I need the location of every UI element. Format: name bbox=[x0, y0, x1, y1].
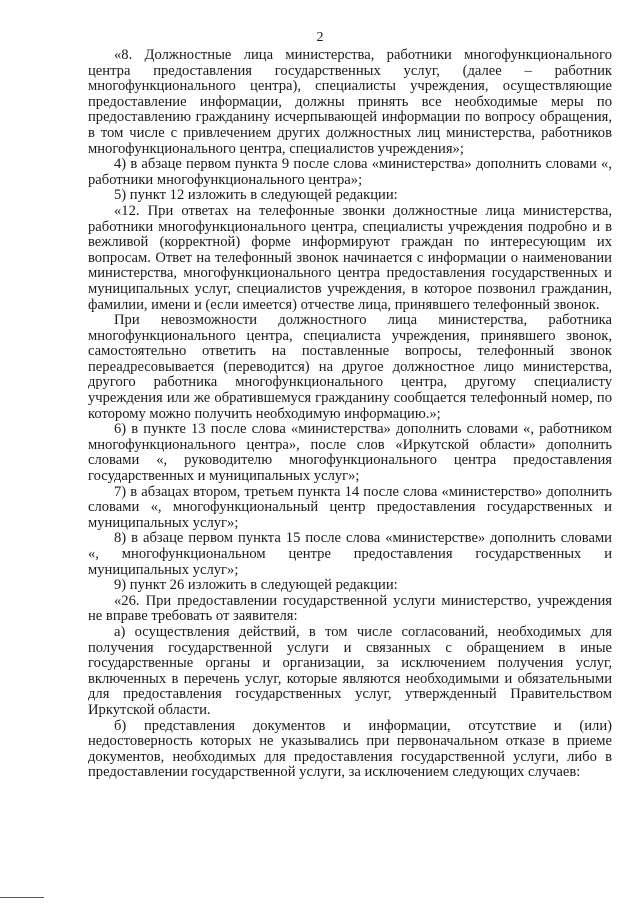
paragraph-amendment-6: 6) в пункте 13 после слова «министерства» дополнить словами «, работником многофункционального центра», после слов «Иркутской области» дополнить словами «, руководителю многофункционального центра предоставления государственных и муниципальных услуг»; bbox=[88, 421, 612, 485]
paragraph-subitem-b: б) представления документов и информации, отсутствие и (или) недостоверность которых не указывались при первоначальном отказе в приеме документов, необходимых для предоставления государственной услуги, либо в предоставлении государственной услуги, за исключением следующих случаев: bbox=[88, 717, 612, 781]
paragraph-item-12-quote: «12. При ответах на телефонные звонки должностные лица министерства, работники многофункционального центра, специалисты учреждения подробно и в вежливой (корректной) форме информируют граждан по интересующим их вопросам. Ответ на телефонный звонок начинается с информации о наименовании министерства, многофункционального центра предоставления государственных и муниципальных услуг, специалистов учреждения, в которое позвонил гражданин, фамилии, имени и (если имеется) отчестве лица, принявшего телефонный звонок. bbox=[88, 202, 612, 313]
paragraph-amendment-4: 4) в абзаце первом пункта 9 после слова «министерства» дополнить словами «, работники многофункционального центра»; bbox=[88, 156, 612, 188]
paragraph-amendment-5: 5) пункт 12 изложить в следующей редакции: bbox=[114, 187, 398, 204]
paragraph-subitem-a: а) осуществления действий, в том числе согласований, необходимых для получения государственной услуги и связанных с обращением в иные государственные органы и организации, за исключением получения услуг, включенных в перечень услуг, которые являются необходимыми и обязательными для предоставления государственных услуг, утвержденный Правительством Иркутской области. bbox=[88, 623, 612, 718]
footer-divider bbox=[0, 897, 44, 898]
paragraph-amendment-9: 9) пункт 26 изложить в следующей редакции: bbox=[114, 577, 398, 594]
paragraph-amendment-7: 7) в абзацах втором, третьем пункта 14 после слова «министерство» дополнить словами «, многофункциональный центр предоставления государственных и муниципальных услуг»; bbox=[88, 483, 612, 531]
paragraph-amendment-8: 8) в абзаце первом пункта 15 после слова «министерстве» дополнить словами «, многофункциональном центре предоставления государственных и муниципальных услуг»; bbox=[88, 530, 612, 578]
paragraph-item-26-quote: «26. При предоставлении государственной услуги министерство, учреждения не вправе требовать от заявителя: bbox=[88, 592, 612, 625]
paragraph-item-12-continuation: При невозможности должностного лица министерства, работника многофункционального центра, специалиста учреждения, принявшего звонок, самостоятельно ответить на поставленные вопросы, телефонный звонок переадресовывается (переводится) на другое должностное лицо министерства, другого работника многофункционального центра, другому специалисту учреждения или же обратившемуся гражданину сообщается телефонный номер, по которому можно получить необходимую информацию.»; bbox=[88, 312, 612, 422]
page-number: 2 bbox=[316, 30, 324, 45]
paragraph-item-8-quote: «8. Должностные лица министерства, работники многофункционального центра предоставления государственных услуг, (далее – работник многофункционального центра), специалисты учреждения, осуществляющие предоставление информации, должны принять все необходимые меры по предоставлению гражданину исчерпывающей информации по вопросу обращения, в том числе с привлечением других должностных лиц министерства, работников многофункционального центра, специалистов учреждения»; bbox=[88, 47, 612, 157]
document-body bbox=[88, 48, 612, 781]
